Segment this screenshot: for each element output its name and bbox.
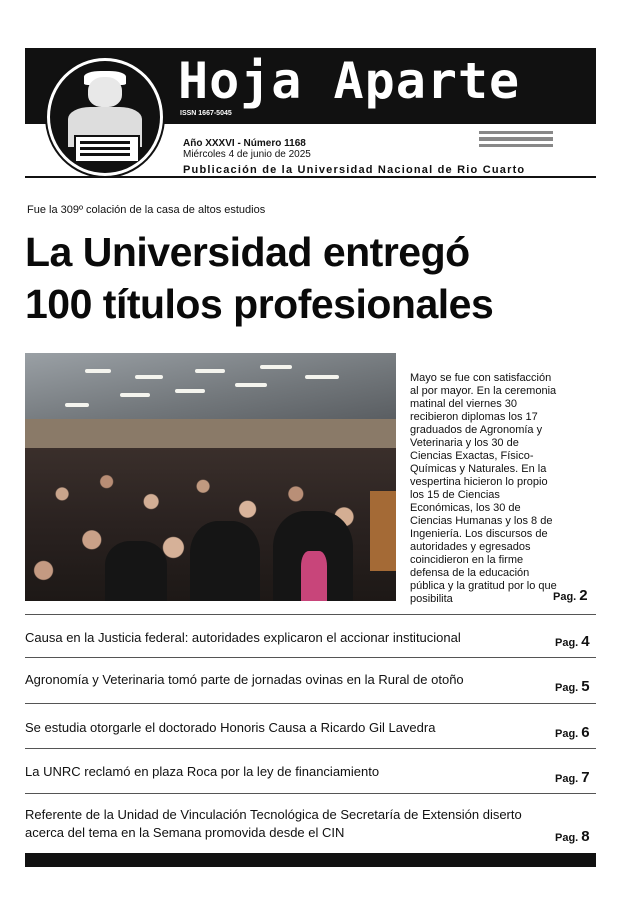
- divider: [25, 614, 596, 615]
- issue-number: Año XXXVI - Número 1168: [183, 138, 306, 149]
- masthead-title: Hoja Aparte: [178, 52, 521, 110]
- issn: ISSN 1667-5045: [180, 110, 232, 117]
- lead-headline: [25, 226, 600, 330]
- index-item: La UNRC reclamó en plaza Roca por la ley de financiamiento: [25, 764, 380, 779]
- index-page-ref: Pag. 6: [555, 724, 590, 741]
- lead-summary: Mayo se fue con satisfacción al por mayor. En la ceremonia matinal del viernes 30 recibieron diplomas los 17 graduados de Agronomía y Veterinaria y los 30 de Ciencias Exactas, Físico-Químicas y Naturales. En la vespertina hicieron lo propio los 15 de Ciencias Económicas, los 30 de Ciencias Humanas y los 8 de Ingeniería. Los discursos de autoridades y egresados coincidieron en la firme defensa de la educación pública y la gratitud por lo que posibilita: [410, 372, 557, 605]
- divider: [25, 657, 596, 658]
- index-item: Referente de la Unidad de Vinculación Tecnológica de Secretaría de Extensión diserto acerca del tema en la Semana promovida desde el CIN: [25, 807, 522, 840]
- index-item: Se estudia otorgarle el doctorado Honoris Causa a Ricardo Gil Lavedra: [25, 720, 436, 735]
- kicker: Fue la 309º colación de la casa de altos estudios: [27, 204, 266, 216]
- index-item: Agronomía y Veterinaria tomó parte de jornadas ovinas en la Rural de otoño: [25, 672, 464, 687]
- index-page-ref: Pag. 5: [555, 678, 590, 695]
- footer-bar: [25, 853, 596, 867]
- typewriter-man-logo-icon: [47, 58, 163, 176]
- index-page-ref: Pag. 7: [555, 769, 590, 786]
- index-page-ref: Pag. 8: [555, 828, 590, 845]
- divider: [25, 703, 596, 704]
- flag-icon: [479, 131, 553, 147]
- graduation-ceremony-photo: [25, 353, 396, 601]
- publication-line: Publicación de la Universidad Nacional de Rio Cuarto: [183, 164, 526, 176]
- divider: [25, 793, 596, 794]
- issue-date: Miércoles 4 de junio de 2025: [183, 149, 311, 160]
- headline-line-1: La Universidad entregó: [25, 229, 470, 275]
- masthead: [25, 48, 596, 179]
- divider: [25, 748, 596, 749]
- headline-line-2: 100 títulos profesionales: [25, 281, 494, 327]
- index-item: Causa en la Justicia federal: autoridades explicaron el accionar institucional: [25, 630, 461, 645]
- lead-page-ref: Pag. 2: [553, 587, 588, 604]
- index-page-ref: Pag. 4: [555, 633, 590, 650]
